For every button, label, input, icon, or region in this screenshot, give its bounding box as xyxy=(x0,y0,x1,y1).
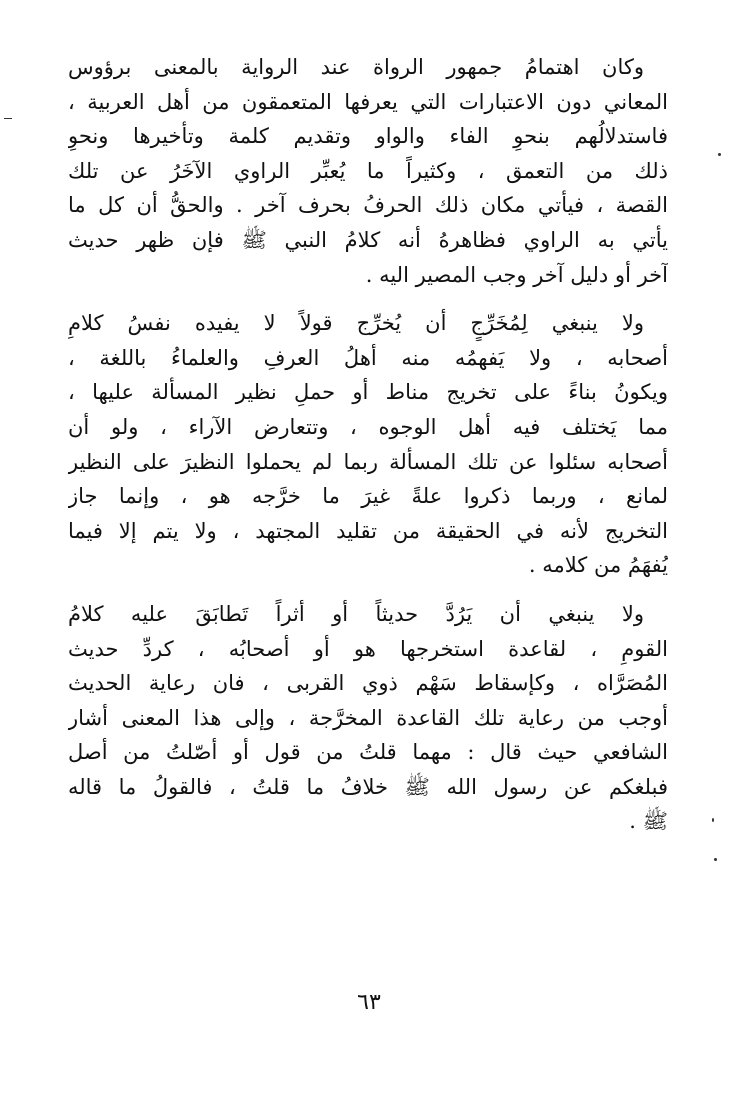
text-line: أوجب من رعاية تلك القاعدة المخرَّجة ، وإلى هذا المعنى أشار xyxy=(68,705,668,730)
text-line: فبلغكم عن رسول الله ﷺ خلافُ ما قلتُ ، فالقولُ ما قاله xyxy=(68,774,668,799)
text-line: ذلك من التعمق ، وكثيراً ما يُعبِّر الراوي الآخَرُ عن تلك xyxy=(68,158,668,183)
text-line: يُفهَمُ من كلامه . xyxy=(528,553,668,578)
text-line: آخر أو دليل آخر وجب المصير اليه . xyxy=(365,262,668,287)
text-line: مما يَختلف فيه أهل الوجوه ، وتتعارض الآراء ، ولو أن xyxy=(68,414,668,439)
text-line: التخريج لأنه في الحقيقة من تقليد المجتهد ، ولا يتم إلا فيما xyxy=(68,518,668,543)
text-line: ولا ينبغي أن يَرُدَّ حديثاً أو أثراً تَطابَقَ عليه كلامُ xyxy=(68,601,644,626)
text-line: المعاني دون الاعتبارات التي يعرفها المتعمقون من أهل العربية ، xyxy=(68,89,668,114)
text-line: أصحابه ، ولا يَفهمُه منه أهلُ العرفِ والعلماءُ باللغة ، xyxy=(68,345,668,370)
scan-speck xyxy=(4,118,12,119)
text-line: ﷺ . xyxy=(629,809,668,834)
text-line: ويكونُ بناءً على تخريج مناط أو حملِ نظير المسألة عليها ، xyxy=(68,380,668,405)
text-line: القومِ ، لقاعدة استخرجها هو أو أصحابُه ، كردِّ حديث xyxy=(68,636,668,661)
paragraph-3 xyxy=(68,597,668,839)
scan-speck xyxy=(718,153,721,156)
text-line: فاستدلالُهم بنحوِ الفاء والواو وتقديم كلمة وتأخيرها ونحوِ xyxy=(68,124,668,149)
text-line: الشافعي حيث قال : مهما قلتُ من قول أو أصّلتُ من أصل xyxy=(68,740,668,765)
scan-speck xyxy=(714,858,717,861)
paragraph-1 xyxy=(68,50,668,292)
body-text xyxy=(68,50,668,853)
text-line: ولا ينبغي لِمُخَرِّجٍ أن يُخرِّج قولاً لا يفيده نفسُ كلامِ xyxy=(68,311,644,336)
text-line: القصة ، فيأتي مكان ذلك الحرفُ بحرف آخر . والحقُّ أن كل ما xyxy=(68,193,668,218)
text-line: المُصَرَّاه ، وكإسقاط سَهْم ذوي القربى ، فان رعاية الحديث xyxy=(68,671,668,696)
page-number: ٦٣ xyxy=(357,990,381,1015)
text-line: وكان اهتمامُ جمهور الرواة عند الرواية بالمعنى برؤوس xyxy=(68,55,644,79)
text-line: يأتي به الراوي فظاهرهُ أنه كلامُ النبي ﷺ فإن ظهر حديث xyxy=(68,227,668,252)
text-line: لمانع ، وربما ذكروا علةً غيرَ ما خرَّجه هو ، وإنما جاز xyxy=(68,484,668,509)
text-line: أصحابه سئلوا عن تلك المسألة ربما لم يحملوا النظيرَ على النظير xyxy=(68,449,668,474)
scan-speck xyxy=(712,818,714,822)
paragraph-2 xyxy=(68,306,668,583)
